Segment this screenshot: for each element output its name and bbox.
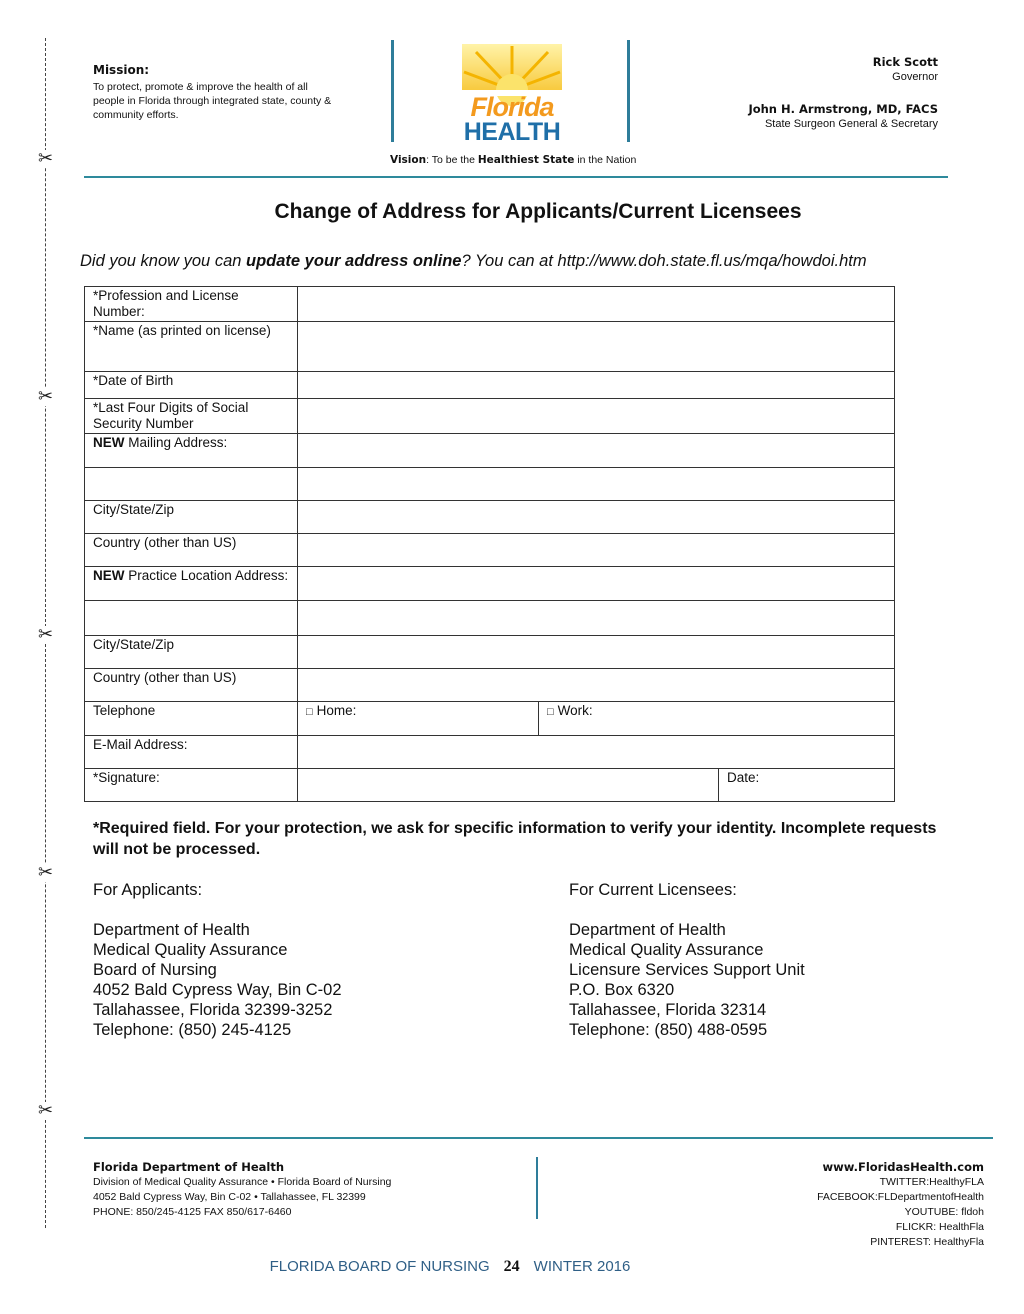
issue-date: WINTER 2016: [533, 1258, 631, 1275]
practice-address-line2-field[interactable]: [298, 601, 895, 636]
address-line: Department of Health: [569, 921, 726, 939]
email-field[interactable]: [298, 736, 895, 769]
scissors-icon: ✂: [38, 148, 54, 169]
change-of-address-form: [84, 286, 895, 802]
pinterest-handle[interactable]: PINTEREST: HealthyFla: [870, 1236, 984, 1248]
applicants-heading: For Applicants:: [93, 881, 203, 899]
vision-statement: Vision: To be the Healthiest State in the Nation: [390, 154, 637, 166]
practice-address-label: NEW Practice Location Address:: [85, 567, 298, 601]
name-field[interactable]: [298, 322, 895, 372]
divider: [391, 40, 394, 142]
home-checkbox[interactable]: □: [306, 706, 313, 718]
mailing-city-field[interactable]: [298, 501, 895, 534]
footer-rule: [84, 1137, 993, 1139]
footer-divider: [536, 1157, 538, 1219]
practice-city-label: City/State/Zip: [85, 636, 298, 669]
mailing-country-field[interactable]: [298, 534, 895, 567]
governor-title: Governor: [892, 71, 938, 83]
licensees-heading: For Current Licensees:: [569, 881, 737, 899]
surgeon-name: John H. Armstrong, MD, FACS: [748, 102, 938, 116]
work-checkbox[interactable]: □: [547, 706, 554, 718]
signature-field[interactable]: [298, 769, 719, 802]
date-field[interactable]: Date:: [719, 769, 895, 802]
address-line: Telephone: (850) 488-0595: [569, 1021, 768, 1039]
mailing-city-label: City/State/Zip: [85, 501, 298, 534]
mailing-address-field[interactable]: [298, 434, 895, 468]
scissors-icon: ✂: [38, 624, 54, 645]
name-label: *Name (as printed on license): [85, 322, 298, 372]
licensees-address: [569, 880, 805, 1040]
logo-health-text: HEALTH: [463, 118, 561, 146]
scissors-icon: ✂: [38, 386, 54, 407]
divider: [627, 40, 630, 142]
facebook-handle[interactable]: FACEBOOK:FLDepartmentofHealth: [817, 1191, 984, 1203]
footer-social: [817, 1175, 984, 1250]
practice-country-field[interactable]: [298, 669, 895, 702]
practice-address-field[interactable]: [298, 567, 895, 601]
address-line: Medical Quality Assurance: [93, 941, 288, 959]
practice-address-line2-label: [85, 601, 298, 636]
ssn-label: *Last Four Digits of Social Security Number: [85, 399, 298, 434]
address-line: Medical Quality Assurance: [569, 941, 764, 959]
footer-org: Florida Department of Health: [93, 1160, 285, 1174]
mission-text: To protect, promote & improve the health of all people in Florida through integrated state, county & community efforts.: [93, 81, 332, 121]
ssn-field[interactable]: [298, 399, 895, 434]
scissors-icon: ✂: [38, 1100, 54, 1121]
signature-label: *Signature:: [85, 769, 298, 802]
footer-website[interactable]: www.FloridasHealth.com: [822, 1160, 984, 1174]
page-title: Change of Address for Applicants/Current Licensees: [274, 200, 802, 223]
page-footer: [0, 1258, 900, 1276]
address-line: P.O. Box 6320: [569, 981, 675, 999]
address-line: Department of Health: [93, 921, 250, 939]
mailing-address-label: NEW Mailing Address:: [85, 434, 298, 468]
practice-country-label: Country (other than US): [85, 669, 298, 702]
home-phone-field[interactable]: □ Home:: [298, 702, 539, 736]
florida-health-logo: [458, 40, 566, 144]
youtube-handle[interactable]: YOUTUBE: fldoh: [904, 1206, 984, 1218]
address-line: 4052 Bald Cypress Way, Bin C-02: [93, 981, 342, 999]
logo-florida-text: Florida: [470, 92, 554, 122]
mailing-country-label: Country (other than US): [85, 534, 298, 567]
email-label: E-Mail Address:: [85, 736, 298, 769]
mission-heading: Mission:: [93, 63, 150, 77]
page-number: 24: [503, 1258, 520, 1275]
address-line: Licensure Services Support Unit: [569, 961, 805, 979]
dob-field[interactable]: [298, 372, 895, 399]
surgeon-title: State Surgeon General & Secretary: [764, 118, 938, 130]
publication-name: FLORIDA BOARD OF NURSING: [269, 1258, 490, 1275]
work-phone-field[interactable]: □ Work:: [539, 702, 895, 736]
address-line: Telephone: (850) 245-4125: [93, 1021, 292, 1039]
twitter-handle[interactable]: TWITTER:HealthyFLA: [879, 1176, 984, 1188]
mailing-address-line2-label: [85, 468, 298, 501]
footer-address: Division of Medical Quality Assurance • Florida Board of Nursing 4052 Bald Cypress Way, Bin C-02 • Tallahassee, FL 32399 PHONE: 850/245-4125 FAX 850/617-6460: [93, 1176, 392, 1218]
scissors-icon: ✂: [38, 862, 54, 883]
online-update-note: Did you know you can update your address online? You can at http://www.doh.state.fl.us/mqa/howdoi.htm: [80, 252, 867, 270]
applicants-address: [93, 880, 342, 1040]
address-line: Tallahassee, Florida 32399-3252: [93, 1001, 333, 1019]
address-line: Board of Nursing: [93, 961, 217, 979]
profession-field[interactable]: [298, 287, 895, 322]
practice-city-field[interactable]: [298, 636, 895, 669]
header-rule: [84, 176, 948, 178]
dob-label: *Date of Birth: [85, 372, 298, 399]
governor-name: Rick Scott: [872, 55, 938, 69]
flickr-handle[interactable]: FLICKR: HealthFla: [895, 1221, 984, 1233]
mailing-address-line2-field[interactable]: [298, 468, 895, 501]
address-line: Tallahassee, Florida 32314: [569, 1001, 767, 1019]
telephone-label: Telephone: [85, 702, 298, 736]
profession-label: *Profession and License Number:: [85, 287, 298, 322]
required-note: *Required field. For your protection, we ask for specific information to verify your identity. Incomplete requests will not be processed.: [93, 820, 937, 858]
